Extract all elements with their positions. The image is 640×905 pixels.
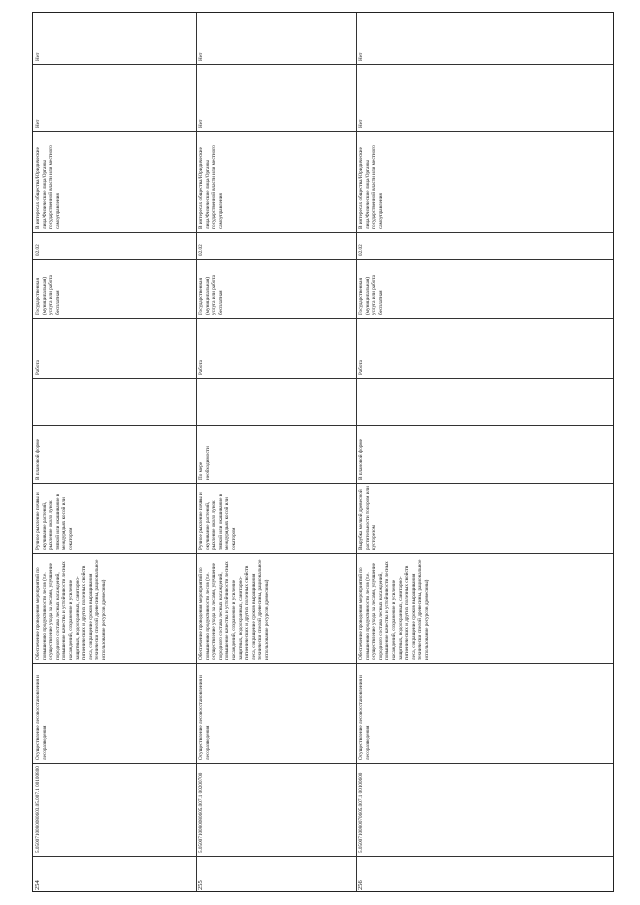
record-254-method: Ручное рыхление почвы и окучивание растений, рыхление около лунок тяпкой или окашивание в междурядьях косой или секатором — [35, 492, 74, 550]
record-255-payment: Государственная (муниципальная) услуга или работа бесплатная — [198, 275, 224, 315]
record-256-method: Вырубка мелкой древесной растительности топором или кусторезом — [358, 486, 378, 550]
record-255-number: 255 — [197, 880, 204, 890]
record-256-flag2: Нет — [358, 52, 364, 61]
record-256-form: В плановой форме — [358, 439, 364, 480]
record-256-consumers: В интересах общества/Юридические лица/Физические лица/Органы государственной власти или местного самоуправления — [358, 145, 384, 229]
record-255-flag2: Нет — [198, 52, 204, 61]
record-256-code: 5.0500710080070605.007.1 00100600 — [358, 772, 364, 853]
record-255-consumers: В интересах общества/Юридические лица/Физические лица/Органы государственной власти или местного самоуправления — [198, 145, 224, 229]
record-254-code: 5.0500710080080603.05.007.1 00100800 — [35, 766, 41, 853]
record-255-type: Работа — [198, 360, 204, 375]
record-254-payment: Государственная (муниципальная) услуга или работа бесплатная — [35, 275, 61, 315]
record-254-number: 254 — [34, 880, 41, 890]
record-254-content: Обеспечение проведения мероприятий по повышению продуктивности лесов (т.е. осуществление ухода за лесами, улучшение породного состава лесных насаждений, повышение качества и устойчивости лесных насаждений, сохранение и усиление защитных, водоохранных, санитарно-гигиенических и других полезных свойств леса, сокращение сроков выращивания технически спелой древесины, рациональное использование ресурсов древесины) — [35, 559, 107, 660]
record-254-flag1: Нет — [35, 119, 41, 128]
record-254-code2: 02.02 — [35, 244, 41, 256]
record-255-code: 5.0500710080080605.007.1 00200700 — [198, 772, 204, 853]
record-256-payment: Государственная (муниципальная) услуга или работа бесплатная — [358, 275, 384, 315]
record-255-form: По мере необходимости — [198, 446, 211, 480]
record-255-method: Ручное рыхление почвы и окучивание растений, рыхление около лунок тяпкой или окашивание в междурядьях косой или секатором — [198, 492, 237, 550]
record-255-flag1: Нет — [198, 119, 204, 128]
record-256-content: Обеспечение проведения мероприятий по повышению продуктивности лесов (т.е. осуществление ухода за лесами, улучшение породного состава лесных насаждений, повышение качества и устойчивости лесных насаждений, сохранение и усиление защитных, водоохранных, санитарно-гигиенических и других полезных свойств леса, сокращение сроков выращивания технически спелой древесины, рациональное использование ресурсов древесины) — [358, 559, 430, 660]
record-256-code2: 02.02 — [358, 244, 364, 256]
rotated-table — [32, 12, 614, 892]
record-254-type: Работа — [35, 360, 41, 375]
record-256-flag1: Нет — [358, 119, 364, 128]
record-254-consumers: В интересах общества/Юридические лица/Физические лица/Органы государственной власти или местного самоуправления — [35, 145, 61, 229]
record-256-type: Работа — [358, 360, 364, 375]
record-256-name: Осуществление лесовосстановления и лесоразведения — [358, 675, 371, 760]
record-255-name: Осуществление лесовосстановления и лесоразведения — [198, 675, 211, 760]
record-254-flag2: Нет — [35, 52, 41, 61]
record-255-code2: 02.02 — [198, 244, 204, 256]
record-255-content: Обеспечение проведения мероприятий по повышению продуктивности лесов (т.е. осуществление ухода за лесами, улучшение породного состава лесных насаждений, повышение качества и устойчивости лесных насаждений, сохранение и усиление защитных, водоохранных, санитарно-гигиенических и других полезных свойств леса, сокращение сроков выращивания технически спелой древесины, рациональное использование ресурсов древесины) — [198, 559, 270, 660]
record-254-name: Осуществление лесовосстановления и лесоразведения — [35, 675, 48, 760]
record-256-number: 256 — [357, 880, 364, 890]
record-254-form: В плановой форме — [35, 439, 41, 480]
field-divider — [33, 378, 613, 379]
